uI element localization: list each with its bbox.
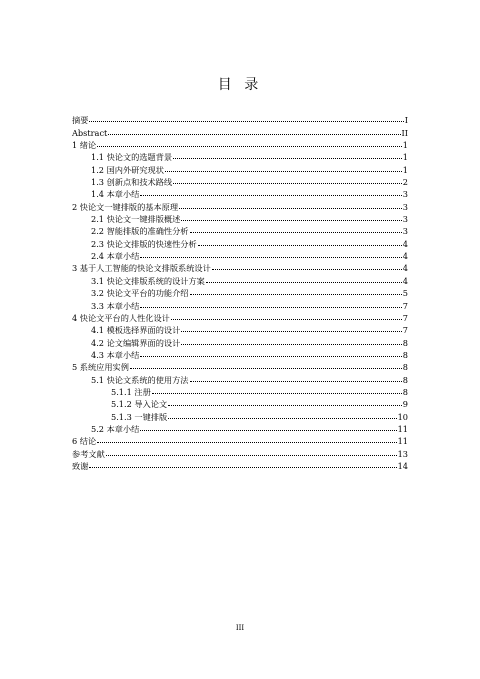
toc-entry-label: 2.3 快论文排版的快速性分析 — [91, 238, 197, 249]
toc-leader-dots — [140, 356, 401, 357]
toc-leader-dots — [173, 183, 402, 184]
toc-entry[interactable] — [72, 421, 408, 433]
toc-entry-page: 7 — [402, 300, 408, 311]
toc-entry-page: 4 — [402, 238, 408, 249]
toc-entry-page: 4 — [402, 251, 408, 262]
toc-entry-label: 5.1.1 注册 — [111, 386, 151, 397]
toc-entry-label: 5.1 快论文系统的使用方法 — [91, 374, 189, 385]
toc-entry[interactable] — [72, 359, 408, 371]
toc-entry[interactable] — [72, 371, 408, 383]
toc-entry[interactable] — [72, 260, 408, 272]
toc-leader-dots — [190, 232, 402, 233]
toc-entry-label: 5 系统应用实例 — [72, 362, 129, 373]
page-number: III — [235, 624, 245, 632]
toc-entry-label: 2.1 快论文一键排版概述 — [91, 214, 181, 225]
toc-entry-label: 5.1.3 一键排版 — [111, 411, 168, 422]
toc-entry-page: 8 — [402, 374, 408, 385]
toc-entry-page: 10 — [397, 411, 408, 422]
toc-entry-page: 7 — [402, 325, 408, 336]
toc-entry-page: 4 — [402, 263, 408, 274]
toc-entry-label: Abstract — [72, 127, 108, 138]
toc-entry[interactable] — [72, 124, 408, 136]
toc-leader-dots — [89, 121, 403, 122]
toc-entry[interactable] — [72, 297, 408, 309]
toc-entry-label: 3.1 快论文排版系统的设计方案 — [91, 275, 205, 286]
toc-entry-page: 3 — [402, 201, 408, 212]
toc-entry-page: 11 — [397, 436, 408, 447]
toc-title: 目 录 — [217, 77, 263, 93]
toc-entry[interactable] — [72, 310, 408, 322]
toc-entry-page: 1 — [402, 152, 408, 163]
toc-leader-dots — [165, 171, 402, 172]
toc-entry-label: 2.4 本章小结 — [91, 251, 140, 262]
toc-leader-dots — [181, 220, 401, 221]
toc-leader-dots — [190, 294, 402, 295]
toc-entry-page: 13 — [397, 448, 408, 459]
toc-entry-label: 5.1.2 导入论文 — [111, 399, 168, 410]
toc-leader-dots — [152, 393, 402, 394]
toc-entry-label: 3 基于人工智能的快论文排版系统设计 — [72, 263, 211, 274]
toc-entry-label: 1.2 国内外研究现状 — [91, 164, 164, 175]
toc-entry-page: 5 — [402, 288, 408, 299]
toc-leader-dots — [212, 269, 402, 270]
toc-leader-dots — [140, 307, 401, 308]
toc-leader-dots — [97, 442, 396, 443]
toc-entry-label: 4.3 本章小结 — [91, 349, 140, 360]
toc-entry[interactable] — [72, 186, 408, 198]
toc-leader-dots — [140, 257, 401, 258]
toc-entry-label: 4.1 模板选择界面的设计 — [91, 325, 181, 336]
toc-leader-dots — [140, 430, 396, 431]
toc-entry-page: 9 — [402, 399, 408, 410]
toc-leader-dots — [106, 455, 397, 456]
toc-leader-dots — [89, 467, 396, 468]
toc-entry-label: 2.2 智能排版的准确性分析 — [91, 226, 189, 237]
toc-entry-page: 8 — [402, 362, 408, 373]
toc-entry-page: 1 — [402, 140, 408, 151]
toc-entry-label: 1.4 本章小结 — [91, 189, 140, 200]
toc-entry-page: II — [401, 127, 408, 138]
toc-entry-page: 2 — [402, 177, 408, 188]
toc-entry-page: 1 — [402, 164, 408, 175]
toc-entry-page: I — [404, 115, 408, 126]
toc-leader-dots — [168, 418, 396, 419]
toc-entry-label: 3.3 本章小结 — [91, 300, 140, 311]
table-of-contents — [72, 112, 408, 470]
toc-entry[interactable] — [72, 272, 408, 284]
toc-entry-label: 1.3 创新点和技术路线 — [91, 177, 173, 188]
toc-leader-dots — [198, 245, 402, 246]
toc-entry[interactable] — [72, 396, 408, 408]
toc-entry[interactable] — [72, 458, 408, 470]
toc-entry-label: 5.2 本章小结 — [91, 423, 140, 434]
toc-entry-page: 8 — [402, 349, 408, 360]
toc-entry-label: 1 绪论 — [72, 140, 97, 151]
toc-entry-label: 摘要 — [72, 115, 89, 126]
toc-entry-page: 8 — [402, 386, 408, 397]
toc-entry[interactable] — [72, 285, 408, 297]
toc-entry-label: 致谢 — [72, 460, 89, 471]
toc-leader-dots — [181, 344, 401, 345]
toc-entry[interactable] — [72, 223, 408, 235]
toc-entry[interactable] — [72, 322, 408, 334]
toc-entry-page: 3 — [402, 226, 408, 237]
toc-leader-dots — [206, 282, 402, 283]
toc-entry-label: 6 结论 — [72, 436, 97, 447]
toc-leader-dots — [108, 134, 400, 135]
toc-entry[interactable] — [72, 235, 408, 247]
toc-entry[interactable] — [72, 161, 408, 173]
toc-entry[interactable] — [72, 198, 408, 210]
toc-leader-dots — [168, 405, 402, 406]
toc-leader-dots — [97, 146, 402, 147]
toc-entry-label: 4 快论文平台的人性化设计 — [72, 312, 170, 323]
toc-leader-dots — [171, 319, 402, 320]
toc-leader-dots — [140, 195, 401, 196]
toc-entry[interactable] — [72, 347, 408, 359]
toc-entry[interactable] — [72, 174, 408, 186]
toc-entry-page: 3 — [402, 214, 408, 225]
toc-leader-dots — [179, 208, 402, 209]
toc-entry[interactable] — [72, 137, 408, 149]
toc-entry[interactable] — [72, 408, 408, 420]
toc-leader-dots — [181, 331, 401, 332]
toc-entry[interactable] — [72, 112, 408, 124]
toc-leader-dots — [130, 368, 402, 369]
toc-entry-label: 3.2 快论文平台的功能介绍 — [91, 288, 189, 299]
toc-entry-page: 4 — [402, 275, 408, 286]
toc-entry-label: 参考文献 — [72, 448, 105, 459]
toc-entry-page: 11 — [397, 423, 408, 434]
toc-entry[interactable] — [72, 149, 408, 161]
toc-entry[interactable] — [72, 248, 408, 260]
toc-leader-dots — [173, 158, 402, 159]
toc-entry-page: 3 — [402, 189, 408, 200]
toc-entry-label: 1.1 快论文的选题背景 — [91, 152, 173, 163]
toc-entry[interactable] — [72, 433, 408, 445]
toc-entry[interactable] — [72, 211, 408, 223]
toc-entry-page: 8 — [402, 337, 408, 348]
toc-entry[interactable] — [72, 334, 408, 346]
toc-entry-label: 2 快论文一键排版的基本原理 — [72, 201, 179, 212]
toc-leader-dots — [190, 381, 402, 382]
toc-entry[interactable] — [72, 384, 408, 396]
toc-entry-page: 7 — [402, 312, 408, 323]
toc-entry[interactable] — [72, 445, 408, 457]
toc-entry-label: 4.2 论文编辑界面的设计 — [91, 337, 181, 348]
toc-entry-page: 14 — [397, 460, 408, 471]
